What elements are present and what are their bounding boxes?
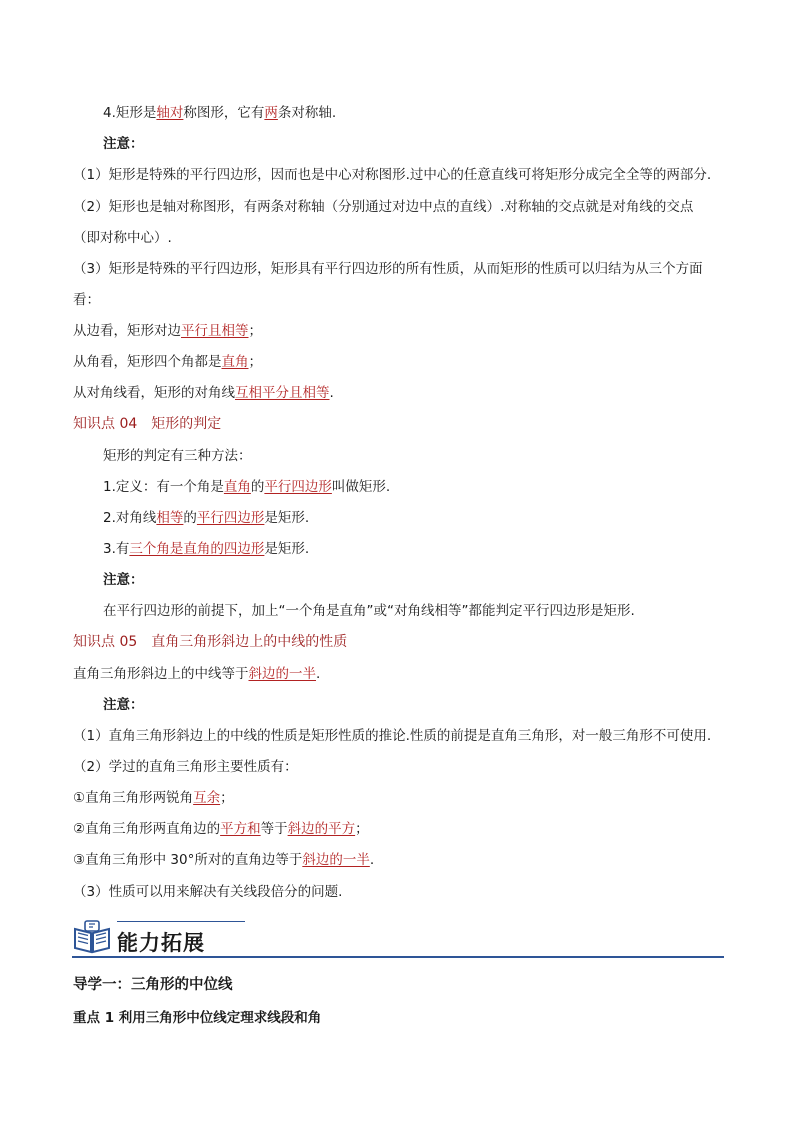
note3-line1: （3）矩形是特殊的平行四边形，矩形具有平行四边形的所有性质，从而矩形的性质可以归结为从三个方面 bbox=[73, 261, 703, 277]
answer-fill: 轴对 bbox=[156, 105, 184, 121]
answer-fill: 直角 bbox=[223, 479, 251, 495]
median-note2: （2）学过的直角三角形主要性质有： bbox=[73, 759, 298, 775]
text: . bbox=[316, 666, 321, 682]
text: 的 bbox=[250, 479, 265, 495]
kp-number: 知识点 05 bbox=[73, 634, 138, 650]
text: ③直角三角形中 30°所对的直角边等于 bbox=[73, 852, 303, 868]
answer-fill: 平行四边形 bbox=[264, 479, 332, 495]
text: 从对角线看，矩形的对角线 bbox=[73, 385, 235, 401]
prop2-line bbox=[73, 819, 369, 839]
text: ； bbox=[355, 821, 369, 837]
text: 等于 bbox=[260, 821, 288, 837]
open-book-icon bbox=[72, 919, 112, 955]
view-diag-line bbox=[73, 383, 334, 403]
median-note3: （3）性质可以用来解决有关线段倍分的问题. bbox=[73, 884, 343, 900]
text: 的 bbox=[183, 510, 197, 526]
text: . bbox=[369, 852, 375, 868]
rect-symmetry-line bbox=[103, 103, 336, 123]
kp-title: 矩形的判定 bbox=[151, 416, 222, 432]
view-angle-line bbox=[73, 352, 262, 372]
median-note-label: 注意： bbox=[103, 697, 144, 713]
section-banner bbox=[72, 915, 724, 960]
answer-fill: 斜边的一半 bbox=[302, 852, 370, 868]
banner-title: 能力拓展 bbox=[117, 931, 205, 955]
judge2-line bbox=[103, 508, 309, 528]
judge-note-label: 注意： bbox=[103, 572, 144, 588]
answer-fill: 互余 bbox=[193, 790, 221, 806]
judge-intro: 矩形的判定有三种方法： bbox=[103, 448, 252, 464]
text: ②直角三角形两直角边的 bbox=[73, 821, 221, 837]
answer-fill: 斜边的一半 bbox=[248, 666, 316, 682]
text: 是矩形. bbox=[264, 541, 310, 557]
note3-line2: 看： bbox=[73, 292, 100, 308]
text: . bbox=[329, 385, 334, 401]
text: 2.对角线 bbox=[103, 510, 157, 526]
answer-fill: 平行四边形 bbox=[196, 510, 265, 526]
answer-fill: 三个角是直角的四边形 bbox=[129, 541, 265, 557]
text: 条对称轴. bbox=[277, 105, 337, 121]
judge3-line bbox=[103, 539, 309, 559]
text: ； bbox=[220, 790, 234, 806]
text: 直角三角形斜边上的中线等于 bbox=[73, 666, 249, 682]
text: ①直角三角形两锐角 bbox=[73, 790, 194, 806]
text: 叫做矩形. bbox=[331, 479, 391, 495]
kp-title: 直角三角形斜边上的中线的性质 bbox=[151, 634, 348, 650]
answer-fill: 互相平分且相等 bbox=[235, 385, 330, 401]
answer-fill: 相等 bbox=[156, 510, 184, 526]
text: ； bbox=[248, 323, 262, 339]
kp05-heading bbox=[73, 632, 347, 652]
median-note1: （1）直角三角形斜边上的中线的性质是矩形性质的推论.性质的前提是直角三角形，对一般三角形不可使用. bbox=[73, 728, 712, 744]
text: 是矩形. bbox=[264, 510, 310, 526]
text: 3.有 bbox=[103, 541, 130, 557]
note2-line1: （2）矩形也是轴对称图形，有两条对称轴（分别通过对边中点的直线）.对称轴的交点就是对角线的交点 bbox=[73, 199, 694, 215]
answer-fill: 两 bbox=[264, 105, 278, 121]
judge1-line bbox=[103, 477, 390, 497]
view-side-line bbox=[73, 321, 262, 341]
guide-heading: 导学一：三角形的中位线 bbox=[73, 977, 233, 993]
prop1-line bbox=[73, 788, 234, 808]
banner-rule bbox=[72, 956, 724, 958]
text: 称图形，它有 bbox=[183, 105, 265, 121]
prop3-line bbox=[73, 850, 374, 870]
answer-fill: 斜边的平方 bbox=[287, 821, 356, 837]
judge-note: 在平行四边形的前提下，加上“一个角是直角”或“对角线相等”都能判定平行四边形是矩形. bbox=[103, 603, 635, 619]
text: 4.矩形是 bbox=[103, 105, 157, 121]
answer-fill: 平方和 bbox=[220, 821, 261, 837]
note-label: 注意： bbox=[103, 136, 144, 152]
answer-fill: 直角 bbox=[221, 354, 249, 370]
text: 从边看，矩形对边 bbox=[73, 323, 181, 339]
kp04-heading bbox=[73, 414, 221, 434]
text: 从角看，矩形四个角都是 bbox=[73, 354, 222, 370]
answer-fill: 平行且相等 bbox=[181, 323, 249, 339]
note1-line: （1）矩形是特殊的平行四边形，因而也是中心对称图形.过中心的任意直线可将矩形分成完全全等的两部分. bbox=[73, 167, 712, 183]
banner-top-rule bbox=[117, 921, 245, 922]
kp-number: 知识点 04 bbox=[73, 416, 138, 432]
text: ； bbox=[248, 354, 262, 370]
note2-line2: （即对称中心）. bbox=[73, 230, 172, 246]
key-point-heading: 重点 1 利用三角形中位线定理求线段和角 bbox=[73, 1010, 322, 1026]
median-line bbox=[73, 664, 320, 684]
text: 1.定义：有一个角是 bbox=[103, 479, 224, 495]
